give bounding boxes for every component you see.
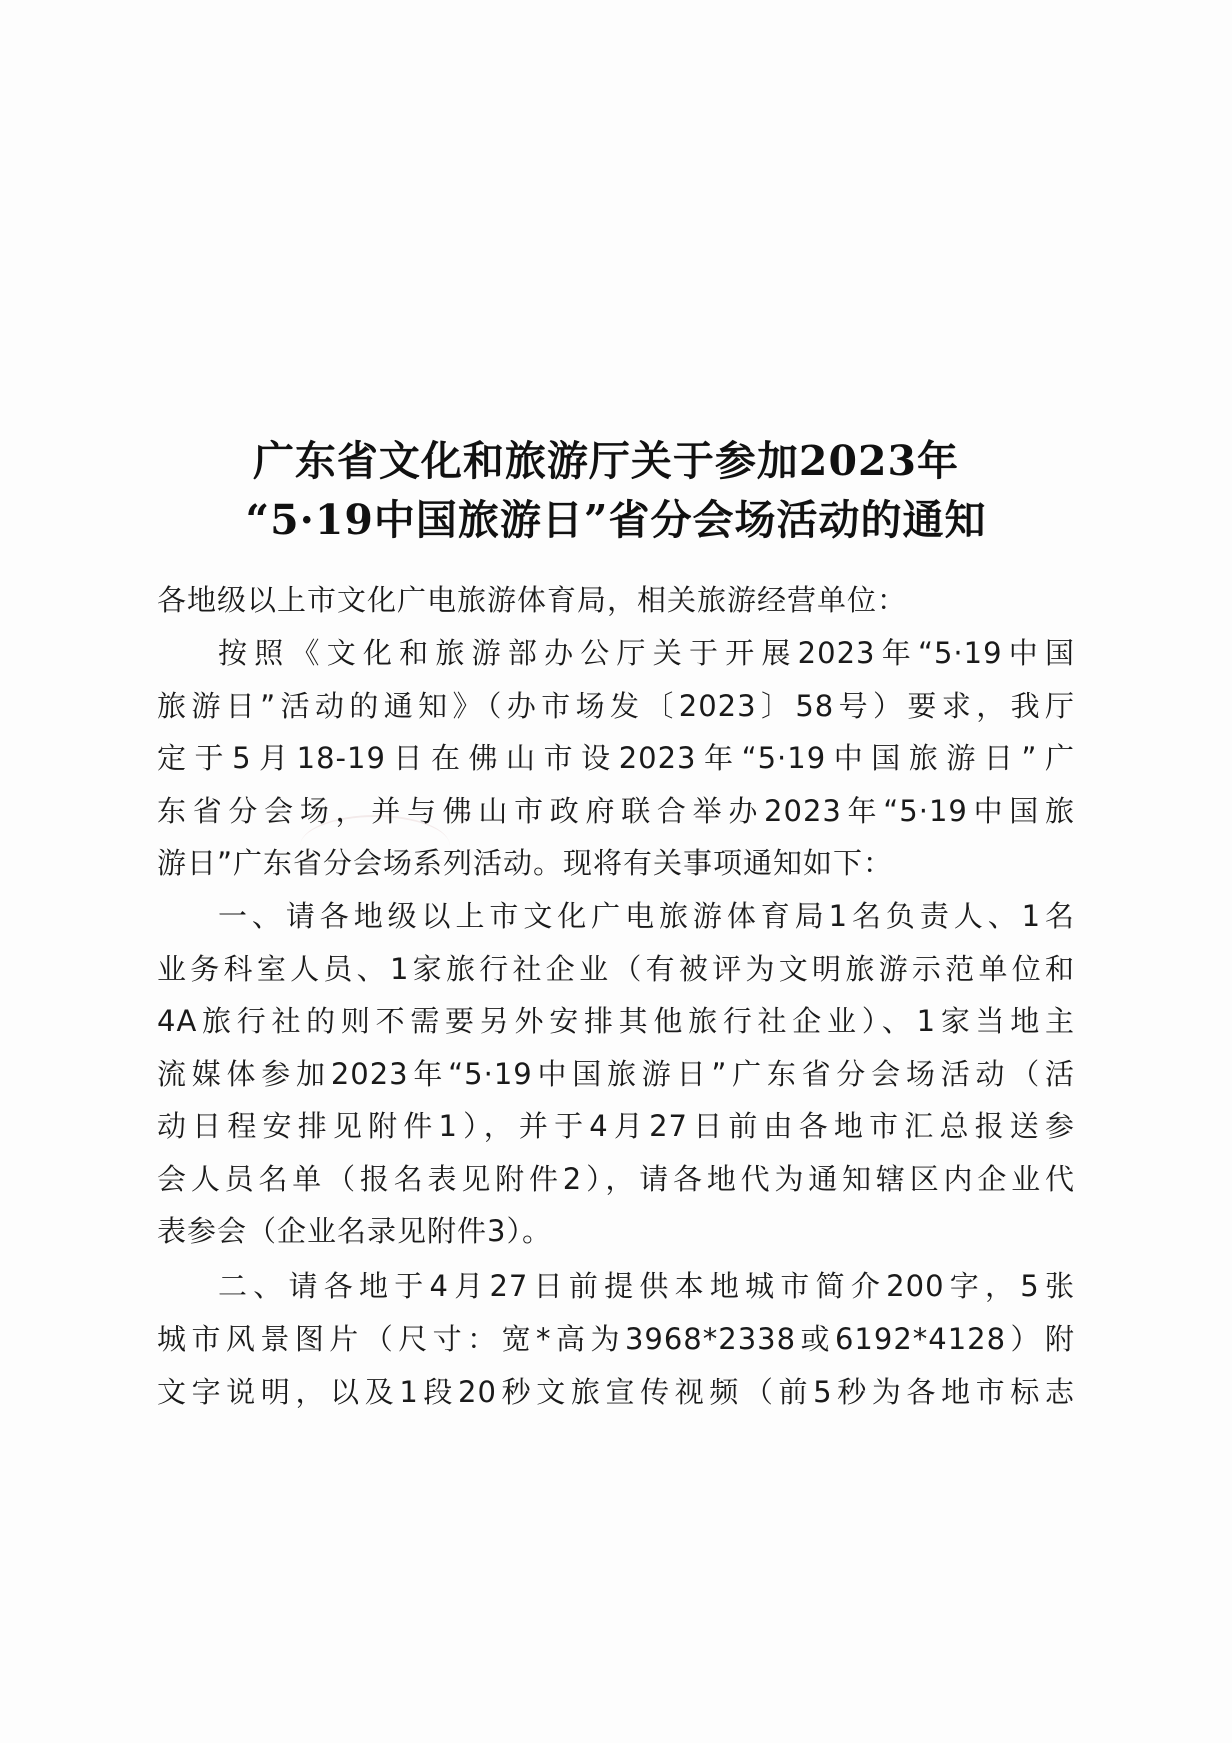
body-line: 动日程安排见附件1），并于4月27日前由各地市汇总报送参 (157, 1109, 1075, 1143)
document-title-line-1: 广东省文化和旅游厅关于参加2023年 (252, 437, 960, 485)
body-line: 流媒体参加2023年“5·19中国旅游日”广东省分会场活动（活 (157, 1057, 1075, 1091)
body-line: 定于5月18-19日在佛山市设2023年“5·19中国旅游日”广 (157, 741, 1075, 775)
body-line: 文字说明，以及1段20秒文旅宣传视频（前5秒为各地市标志 (157, 1375, 1075, 1409)
body-line: 游日”广东省分会场系列活动。现将有关事项通知如下： (157, 846, 894, 880)
body-line: 一、请各地级以上市文化广电旅游体育局1名负责人、1名 (218, 899, 1075, 933)
body-line: 东省分会场，并与佛山市政府联合举办2023年“5·19中国旅 (157, 794, 1075, 828)
document-title-line-2: “5·19中国旅游日”省分会场活动的通知 (245, 496, 987, 544)
body-line: 业务科室人员、1家旅行社企业（有被评为文明旅游示范单位和 (157, 952, 1075, 986)
body-line: 按照《文化和旅游部办公厅关于开展2023年“5·19中国 (218, 636, 1075, 670)
body-line: 二、请各地于4月27日前提供本地城市简介200字，5张 (218, 1269, 1075, 1303)
body-line: 表参会（企业名录见附件3）。 (157, 1214, 552, 1248)
body-line: 城市风景图片（尺寸：宽*高为3968*2338或6192*4128）附 (157, 1322, 1075, 1356)
body-line: 4A旅行社的则不需要另外安排其他旅行社企业）、1家当地主 (157, 1004, 1075, 1038)
salutation: 各地级以上市文化广电旅游体育局，相关旅游经营单位： (157, 583, 908, 617)
body-line: 会人员名单（报名表见附件2），请各地代为通知辖区内企业代 (157, 1162, 1075, 1196)
body-line: 旅游日”活动的通知》（办市场发〔2023〕58号）要求，我厅 (157, 689, 1075, 723)
